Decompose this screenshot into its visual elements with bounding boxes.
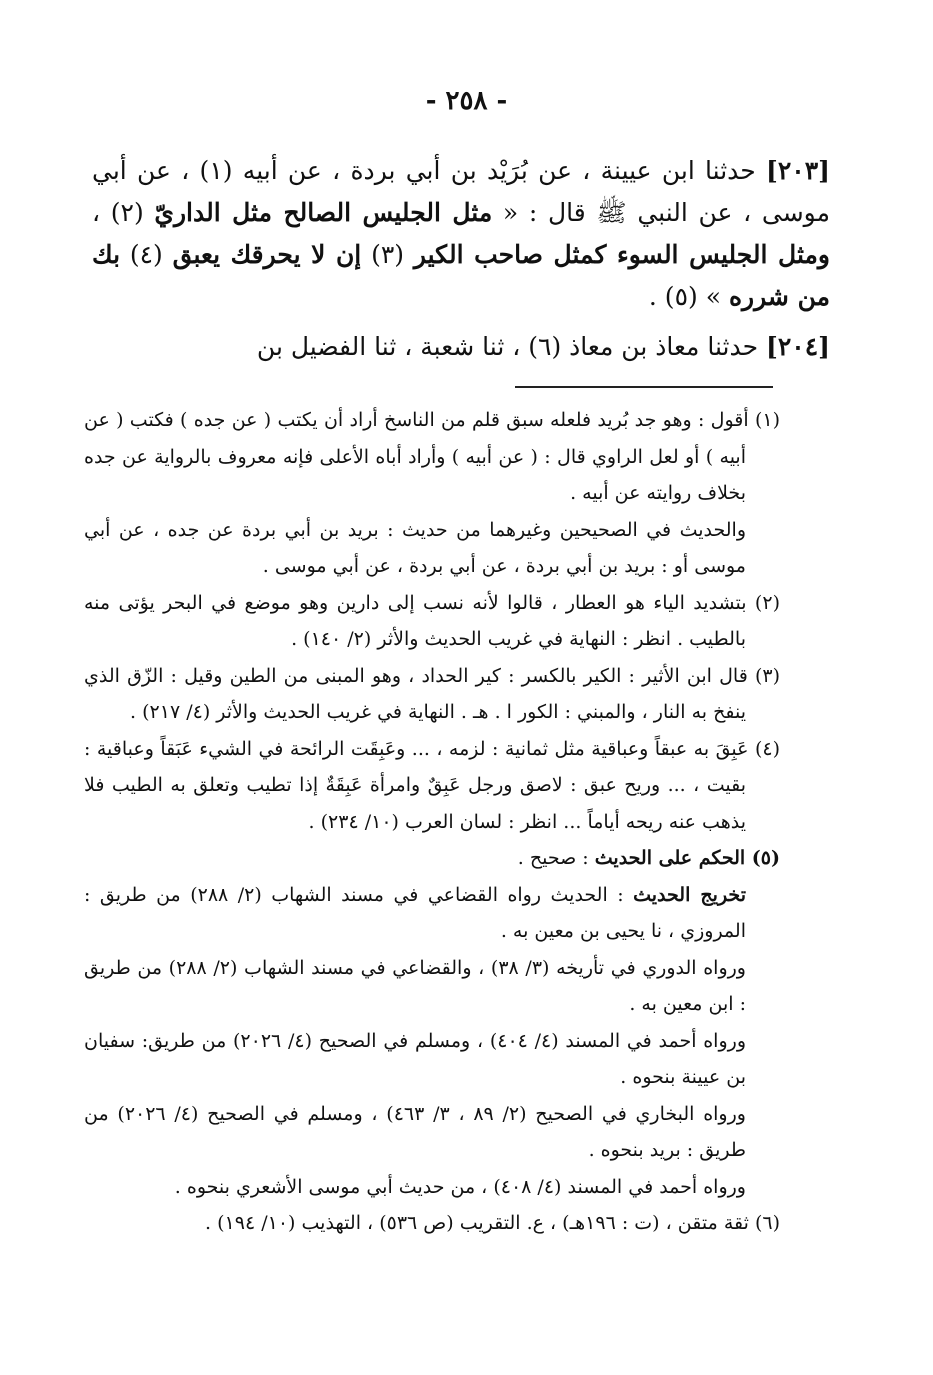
footnote-separator	[515, 386, 773, 388]
takhrij-text: : الحديث رواه القضاعي في مسند الشهاب (٢/ ٢٨٨) من طريق : المروزي ، نا يحيى بن معين به .	[84, 883, 746, 942]
hadith-matn: إن لا يحرقك يعبق	[172, 240, 362, 269]
takhrij-line: ورواه الدوري في تأريخه (٣/ ٣٨) ، والقضاعي في مسند الشهاب (٢/ ٢٨٨) من طريق : ابن معين به .	[84, 956, 746, 1015]
hadith-matn: ومثل الجليس السوء كمثل صاحب الكير	[413, 240, 830, 269]
hadith-text: » (٥) .	[648, 282, 729, 311]
hadith-text: (٣)	[361, 240, 414, 269]
hadith-text: (٤)	[120, 240, 173, 269]
hadith-number: [٢٠٤]	[766, 332, 830, 361]
hadith-matn: مثل الجليس الصالح مثل الداريّ	[154, 198, 493, 227]
takhrij-line: ورواه البخاري في الصحيح (٢/ ٨٩ ، ٣/ ٤٦٣) ، ومسلم في الصحيح (٤/ ٢٠٢٦) من طريق : بريد بنحوه .	[84, 1102, 746, 1161]
takhrij-line: ورواه أحمد في المسند (٤/ ٤٠٤) ، ومسلم في الصحيح (٤/ ٢٠٢٦) من طريق: سفيان بن عيينة بنحوه .	[84, 1029, 746, 1088]
footnote-1: (١) أقول : وهو جد بُريد فلعله سبق قلم من الناسخ أراد أن يكتب ( عن جده ) فكتب ( عن أبيه ) أو لعل الراوي قال : ( عن أبيه ) وأراد أباه الأعلى فإنه معروف بالرواية عن جده بخلاف روايته عن أبيه .	[84, 409, 780, 504]
takhrij	[84, 877, 780, 950]
hukm-label: (٥) الحكم على الحديث	[594, 847, 780, 869]
footnote-5	[84, 840, 780, 877]
hadith-203	[92, 150, 830, 318]
hukm-text: : صحيح .	[517, 847, 595, 869]
hadith-text: (٢) ،	[92, 198, 155, 227]
footnotes	[84, 402, 780, 1242]
footnote-6: (٦) ثقة متقن ، (ت : ١٩٦هـ) ، ع. التقريب (ص ٥٣٦) ، التهذيب (١٠/ ١٩٤) .	[205, 1212, 780, 1234]
footnote-1-continued: والحديث في الصحيحين وغيرهما من حديث : بريد بن أبي بردة عن جده ، عن أبي موسى أو : بريد بن أبي بردة ، عن أبي بردة ، عن أبي موسى .	[84, 518, 746, 577]
footnote-2: (٢) بتشديد الياء هو العطار ، قالوا لأنه نسب إلى دارين وهو موضع في البحر يؤتى منه بالطيب . انظر : النهاية في غريب الحديث والأثر (٢/ ١٤٠) .	[84, 591, 780, 650]
takhrij-label: تخريج الحديث	[633, 883, 746, 906]
footnote-4: (٤) عَبِقَ به عبقاً وعباقية مثل ثمانية : لزمه ، ... وعَبِقَت الرائحة في الشيء عَبَقاً وعباقية : بقيت ، ... وريح عبق : لاصق ورجل عَبِقٌ وامرأة عَبِقَةٌ إذا تطيب وتعلق به الطيب فلا يذهب عنه ريحه أياماً ... انظر : لسان العرب (١٠/ ٢٣٤) .	[84, 737, 780, 833]
hadith-204	[92, 326, 830, 368]
hadith-number: [٢٠٣]	[766, 156, 831, 185]
hadith-text: حدثنا معاذ بن معاذ (٦) ، ثنا شعبة ، ثنا الفضيل بن	[256, 332, 767, 361]
takhrij-line: ورواه أحمد في المسند (٤/ ٤٠٨) ، من حديث أبي موسى الأشعري بنحوه .	[174, 1175, 746, 1198]
main-text	[92, 150, 830, 368]
hadith-matn: بك من شرره	[92, 240, 830, 311]
footnote-3: (٣) قال ابن الأثير : الكير بالكسر : كير الحداد ، وهو المبنى من الطين وقيل : الزّق الذي ينفخ به النار ، والمبني : الكور ا . هـ . النهاية في غريب الحديث والأثر (٤/ ٢١٧) .	[84, 664, 780, 723]
hadith-text: حدثنا ابن عيينة ، عن بُرَيْد بن أبي بردة ، عن أبيه (١) ، عن أبي موسى ، عن النبي ﷺ قال : «	[92, 156, 830, 227]
page-number: - ٢٥٨ -	[425, 86, 508, 116]
